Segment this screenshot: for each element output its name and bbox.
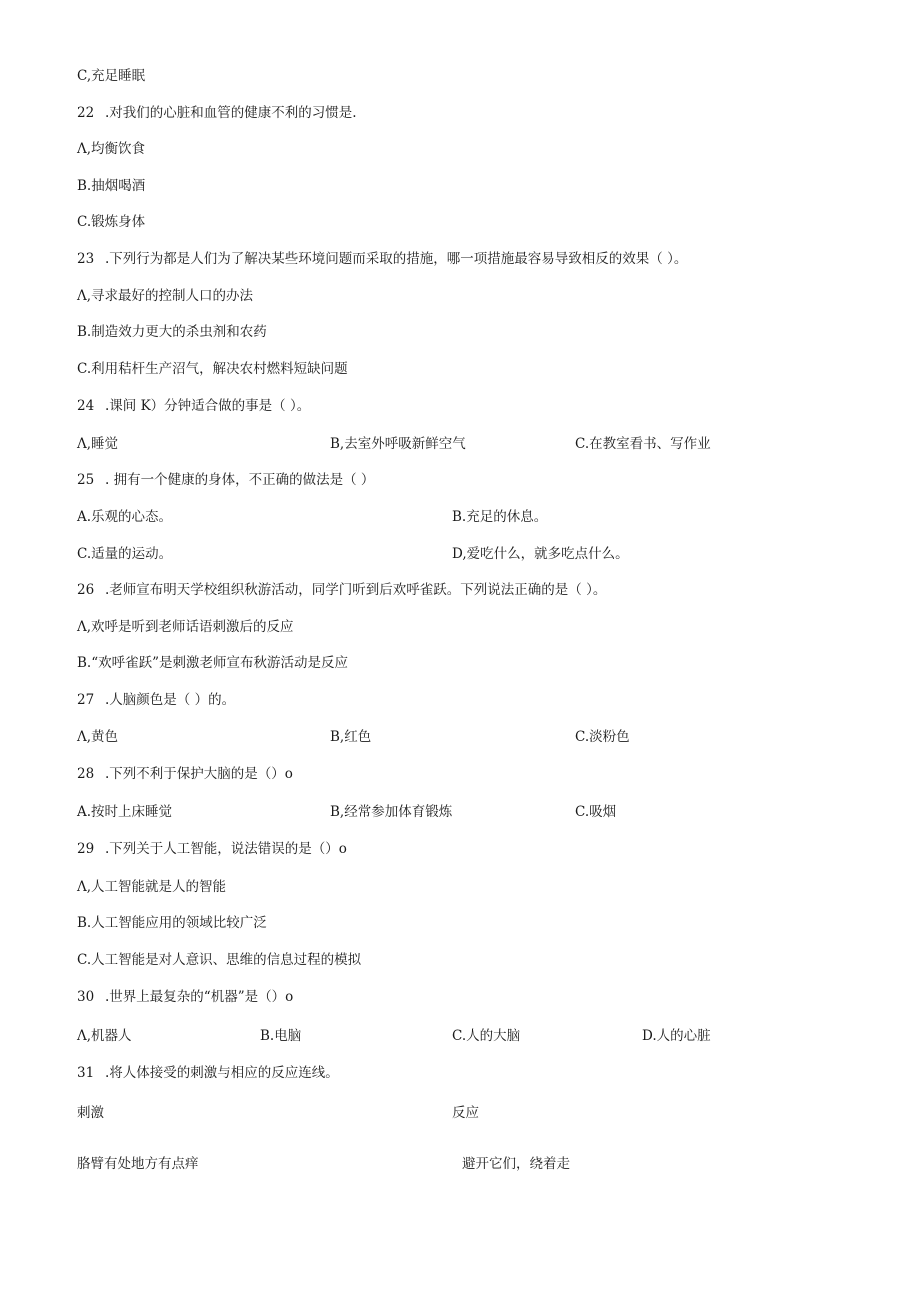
q25-option-c: C.适量的运动。 (77, 546, 173, 562)
q29-stem (77, 840, 347, 858)
q23-number: 23 (77, 251, 95, 267)
q28-stem (77, 765, 293, 783)
q23-option-c: C.利用秸杆生产沼气，解决农村燃料短缺问题 (77, 361, 348, 377)
q29-option-c: C.人工智能是对人意识、思维的信息过程的模拟 (77, 952, 362, 968)
q22-option-a: Λ,均衡饮食 (77, 141, 146, 157)
q28-option-a: A.按时上床睡觉 (77, 804, 173, 820)
q31-stem (77, 1064, 339, 1082)
q27-option-c: C.淡粉色 (575, 729, 630, 745)
q28-text: .下列不利于保护大脑的是（）o (105, 766, 293, 782)
q31-number: 31 (77, 1065, 95, 1081)
q27-number: 27 (77, 692, 95, 708)
q21-option-c: C,充足睡眠 (77, 68, 146, 84)
q25-number: 25 (77, 472, 95, 488)
q25-option-d: D,爱吃什么，就多吃点什么。 (452, 546, 629, 562)
q31-text: .将人体接受的刺激与相应的反应连线。 (105, 1065, 339, 1081)
q22-number: 22 (77, 105, 95, 121)
q24-option-c: C.在教室看书、写作业 (575, 436, 711, 452)
q23-text: .下列行为都是人们为了解决某些环境问题而采取的措施，哪一项措施最容易导致相反的效果（ ）。 (105, 251, 688, 267)
q30-option-d: D.人的心脏 (642, 1028, 711, 1044)
q27-option-b: B,红色 (330, 729, 372, 745)
q24-option-b: B,去室外呼吸新鲜空气 (330, 436, 466, 452)
q25-stem (77, 471, 374, 489)
q22-option-c: C.锻炼身体 (77, 214, 146, 230)
q22-option-b: B.抽烟喝酒 (77, 178, 146, 194)
q29-text: .下列关于人工智能，说法错误的是（）o (105, 841, 347, 857)
q28-number: 28 (77, 766, 95, 782)
q28-option-c: C.吸烟 (575, 804, 617, 820)
q25-option-a: A.乐观的心态。 (77, 509, 173, 525)
q27-text: .人脑颜色是（ ）的。 (105, 692, 236, 708)
q22-text: .对我们的心脏和血管的健康不利的习惯是. (105, 105, 357, 121)
q30-option-b: B.电脑 (260, 1028, 302, 1044)
q30-number: 30 (77, 989, 95, 1005)
q27-option-a: Λ,黄色 (77, 729, 119, 745)
q30-option-a: Λ,机器人 (77, 1028, 132, 1044)
q31-response-1: 避开它们，绕着走 (462, 1156, 570, 1172)
q29-option-b: B.人工智能应用的领域比较广泛 (77, 915, 267, 931)
q30-stem (77, 988, 293, 1006)
q24-number: 24 (77, 398, 95, 414)
q26-text: .老师宣布明天学校组织秋游活动，同学门听到后欢呼雀跃。下列说法正确的是（ ）。 (105, 582, 607, 598)
q29-option-a: Λ,人工智能就是人的智能 (77, 879, 227, 895)
q30-option-c: C.人的大脑 (452, 1028, 521, 1044)
q26-number: 26 (77, 582, 95, 598)
q24-option-a: Λ,睡觉 (77, 436, 119, 452)
q23-option-a: Λ,寻求最好的控制人口的办法 (77, 288, 254, 304)
q31-column-right-header: 反应 (452, 1105, 479, 1121)
q27-stem (77, 691, 235, 709)
q31-stimulus-1: 胳臂有处地方有点痒 (77, 1156, 199, 1172)
q29-number: 29 (77, 841, 95, 857)
q31-column-left-header: 刺激 (77, 1105, 104, 1121)
q26-stem (77, 581, 606, 599)
q24-text: .课间 K）分钟适合做的事是（ ）。 (105, 398, 311, 414)
q25-option-b: B.充足的休息。 (452, 509, 548, 525)
q23-option-b: B.制造效力更大的杀虫剂和农药 (77, 324, 267, 340)
q26-option-a: Λ,欢呼是听到老师话语刺激后的反应 (77, 619, 294, 635)
q30-text: .世界上最复杂的“机器”是（）o (105, 989, 294, 1005)
q26-option-b: B.“欢呼雀跃”是刺激老师宣布秋游活动是反应 (77, 655, 349, 671)
q23-stem (77, 250, 687, 268)
q25-text: . 拥有一个健康的身体，不正确的做法是（ ） (105, 472, 375, 488)
q24-stem (77, 397, 310, 415)
q22-stem (77, 104, 357, 122)
q28-option-b: B,经常参加体育锻炼 (330, 804, 453, 820)
